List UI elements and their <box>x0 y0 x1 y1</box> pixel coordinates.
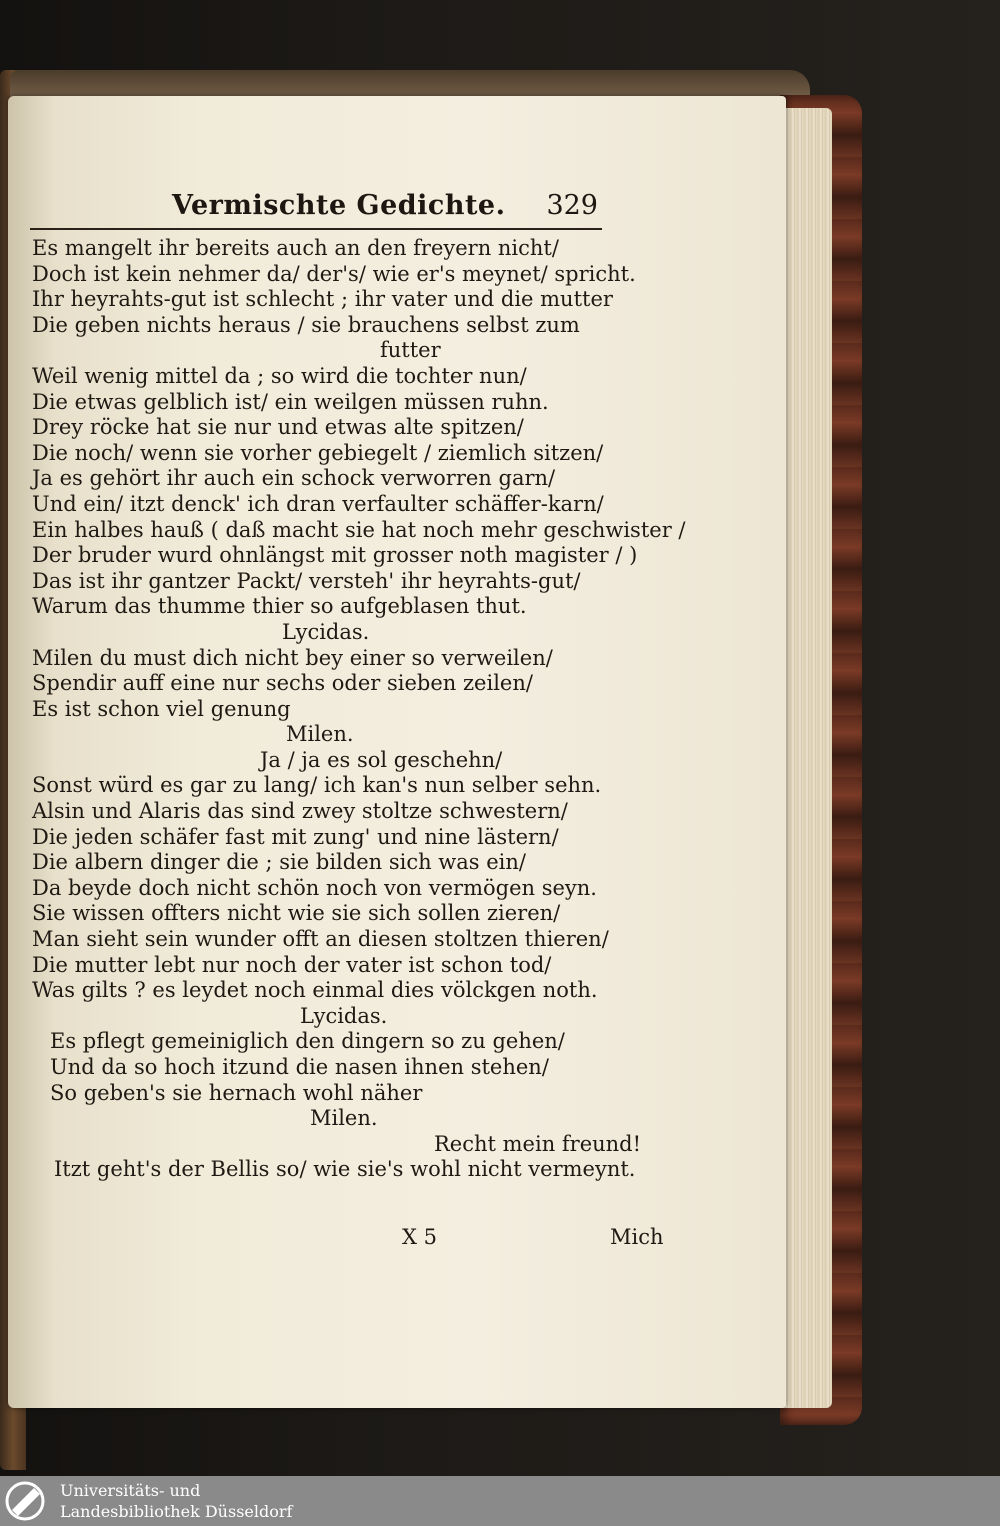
text-line: Man sieht sein wunder offt an diesen stoltzen thieren/ <box>32 927 609 952</box>
text-line: Weil wenig mittel da ; so wird die tochter nun/ <box>32 363 527 388</box>
text-line: Alsin und Alaris das sind zwey stoltze schwestern/ <box>32 799 568 824</box>
page-footer <box>32 1225 672 1259</box>
text-line: Es ist schon viel genung <box>32 696 291 721</box>
page-number: 329 <box>546 190 598 221</box>
header-rule <box>30 228 602 230</box>
text-line: Ein halbes hauß ( daß macht sie hat noch mehr geschwister / <box>32 517 686 542</box>
text-line: Recht mein freund! <box>434 1131 642 1156</box>
text-line: Ihr heyrahts-gut ist schlecht ; ihr vater und die mutter <box>32 287 613 312</box>
text-line: Die jeden schäfer fast mit zung' und nine lästern/ <box>32 824 559 849</box>
running-title: Vermischte Gedichte. <box>172 190 506 221</box>
text-line: Und ein/ itzt denck' ich dran verfaulter schäffer-karn/ <box>32 491 604 516</box>
text-line: Es mangelt ihr bereits auch an den freyern nicht/ <box>32 236 559 260</box>
text-line: Sie wissen offters nicht wie sie sich sollen zieren/ <box>32 901 561 926</box>
speaker-name: Milen. <box>286 722 354 747</box>
text-line: Sonst würd es gar zu lang/ ich kan's nun selber sehn. <box>32 773 602 798</box>
text-line: Ja es gehört ihr auch ein schock verworren garn/ <box>32 466 556 491</box>
text-line: Drey röcke hat sie nur und etwas alte spitzen/ <box>32 415 524 440</box>
text-line: Spendir auff eine nur sechs oder sieben zeilen/ <box>32 671 533 696</box>
speaker-name: Milen. <box>310 1106 378 1131</box>
text-line: Die albern dinger die ; sie bilden sich was ein/ <box>32 850 526 875</box>
text-line: Und da so hoch itzund die nasen ihnen stehen/ <box>50 1055 549 1079</box>
text-line: Der bruder wurd ohnlängst mit grosser noth magister / ) <box>32 543 638 568</box>
text-line: So geben's sie hernach wohl näher <box>50 1080 423 1105</box>
text-line: Doch ist kein nehmer da/ der's/ wie er's meynet/ spricht. <box>32 261 636 286</box>
library-name <box>60 1480 292 1522</box>
library-name-line1: Universitäts- und <box>60 1481 201 1500</box>
text-line: futter <box>380 338 441 363</box>
page-header <box>172 190 602 230</box>
text-line: Die mutter lebt nur noch der vater ist schon tod/ <box>32 952 552 977</box>
text-line: Da beyde doch nicht schön noch von vermögen seyn. <box>32 875 597 900</box>
text-line: Die noch/ wenn sie vorher gebiegelt / ziemlich sitzen/ <box>32 440 604 465</box>
catchword: Mich <box>610 1225 664 1249</box>
text-line: Die geben nichts heraus / sie brauchens selbst zum <box>32 312 580 337</box>
signature-mark: X 5 <box>402 1225 437 1249</box>
text-line: Was gilts ? es leydet noch einmal dies völckgen noth. <box>32 978 598 1003</box>
text-line: Itzt geht's der Bellis so/ wie sie's wohl nicht vermeynt. <box>54 1157 636 1182</box>
text-line: Ja / ja es sol geschehn/ <box>260 747 503 772</box>
speaker-name: Lycidas. <box>282 619 370 644</box>
text-line: Milen du must dich nicht bey einer so verweilen/ <box>32 645 553 670</box>
text-line: Es pflegt gemeiniglich den dingern so zu gehen/ <box>50 1029 565 1054</box>
text-line: Das ist ihr gantzer Packt/ versteh' ihr heyrahts-gut/ <box>32 568 581 593</box>
speaker-name: Lycidas. <box>300 1003 388 1028</box>
poem-text <box>32 236 686 1183</box>
library-name-line2: Landesbibliothek Düsseldorf <box>60 1502 293 1521</box>
text-line: Die etwas gelblich ist/ ein weilgen müssen ruhn. <box>32 389 549 414</box>
text-line: Warum das thumme thier so aufgeblasen thut. <box>32 594 527 619</box>
library-logo-icon <box>4 1480 50 1522</box>
